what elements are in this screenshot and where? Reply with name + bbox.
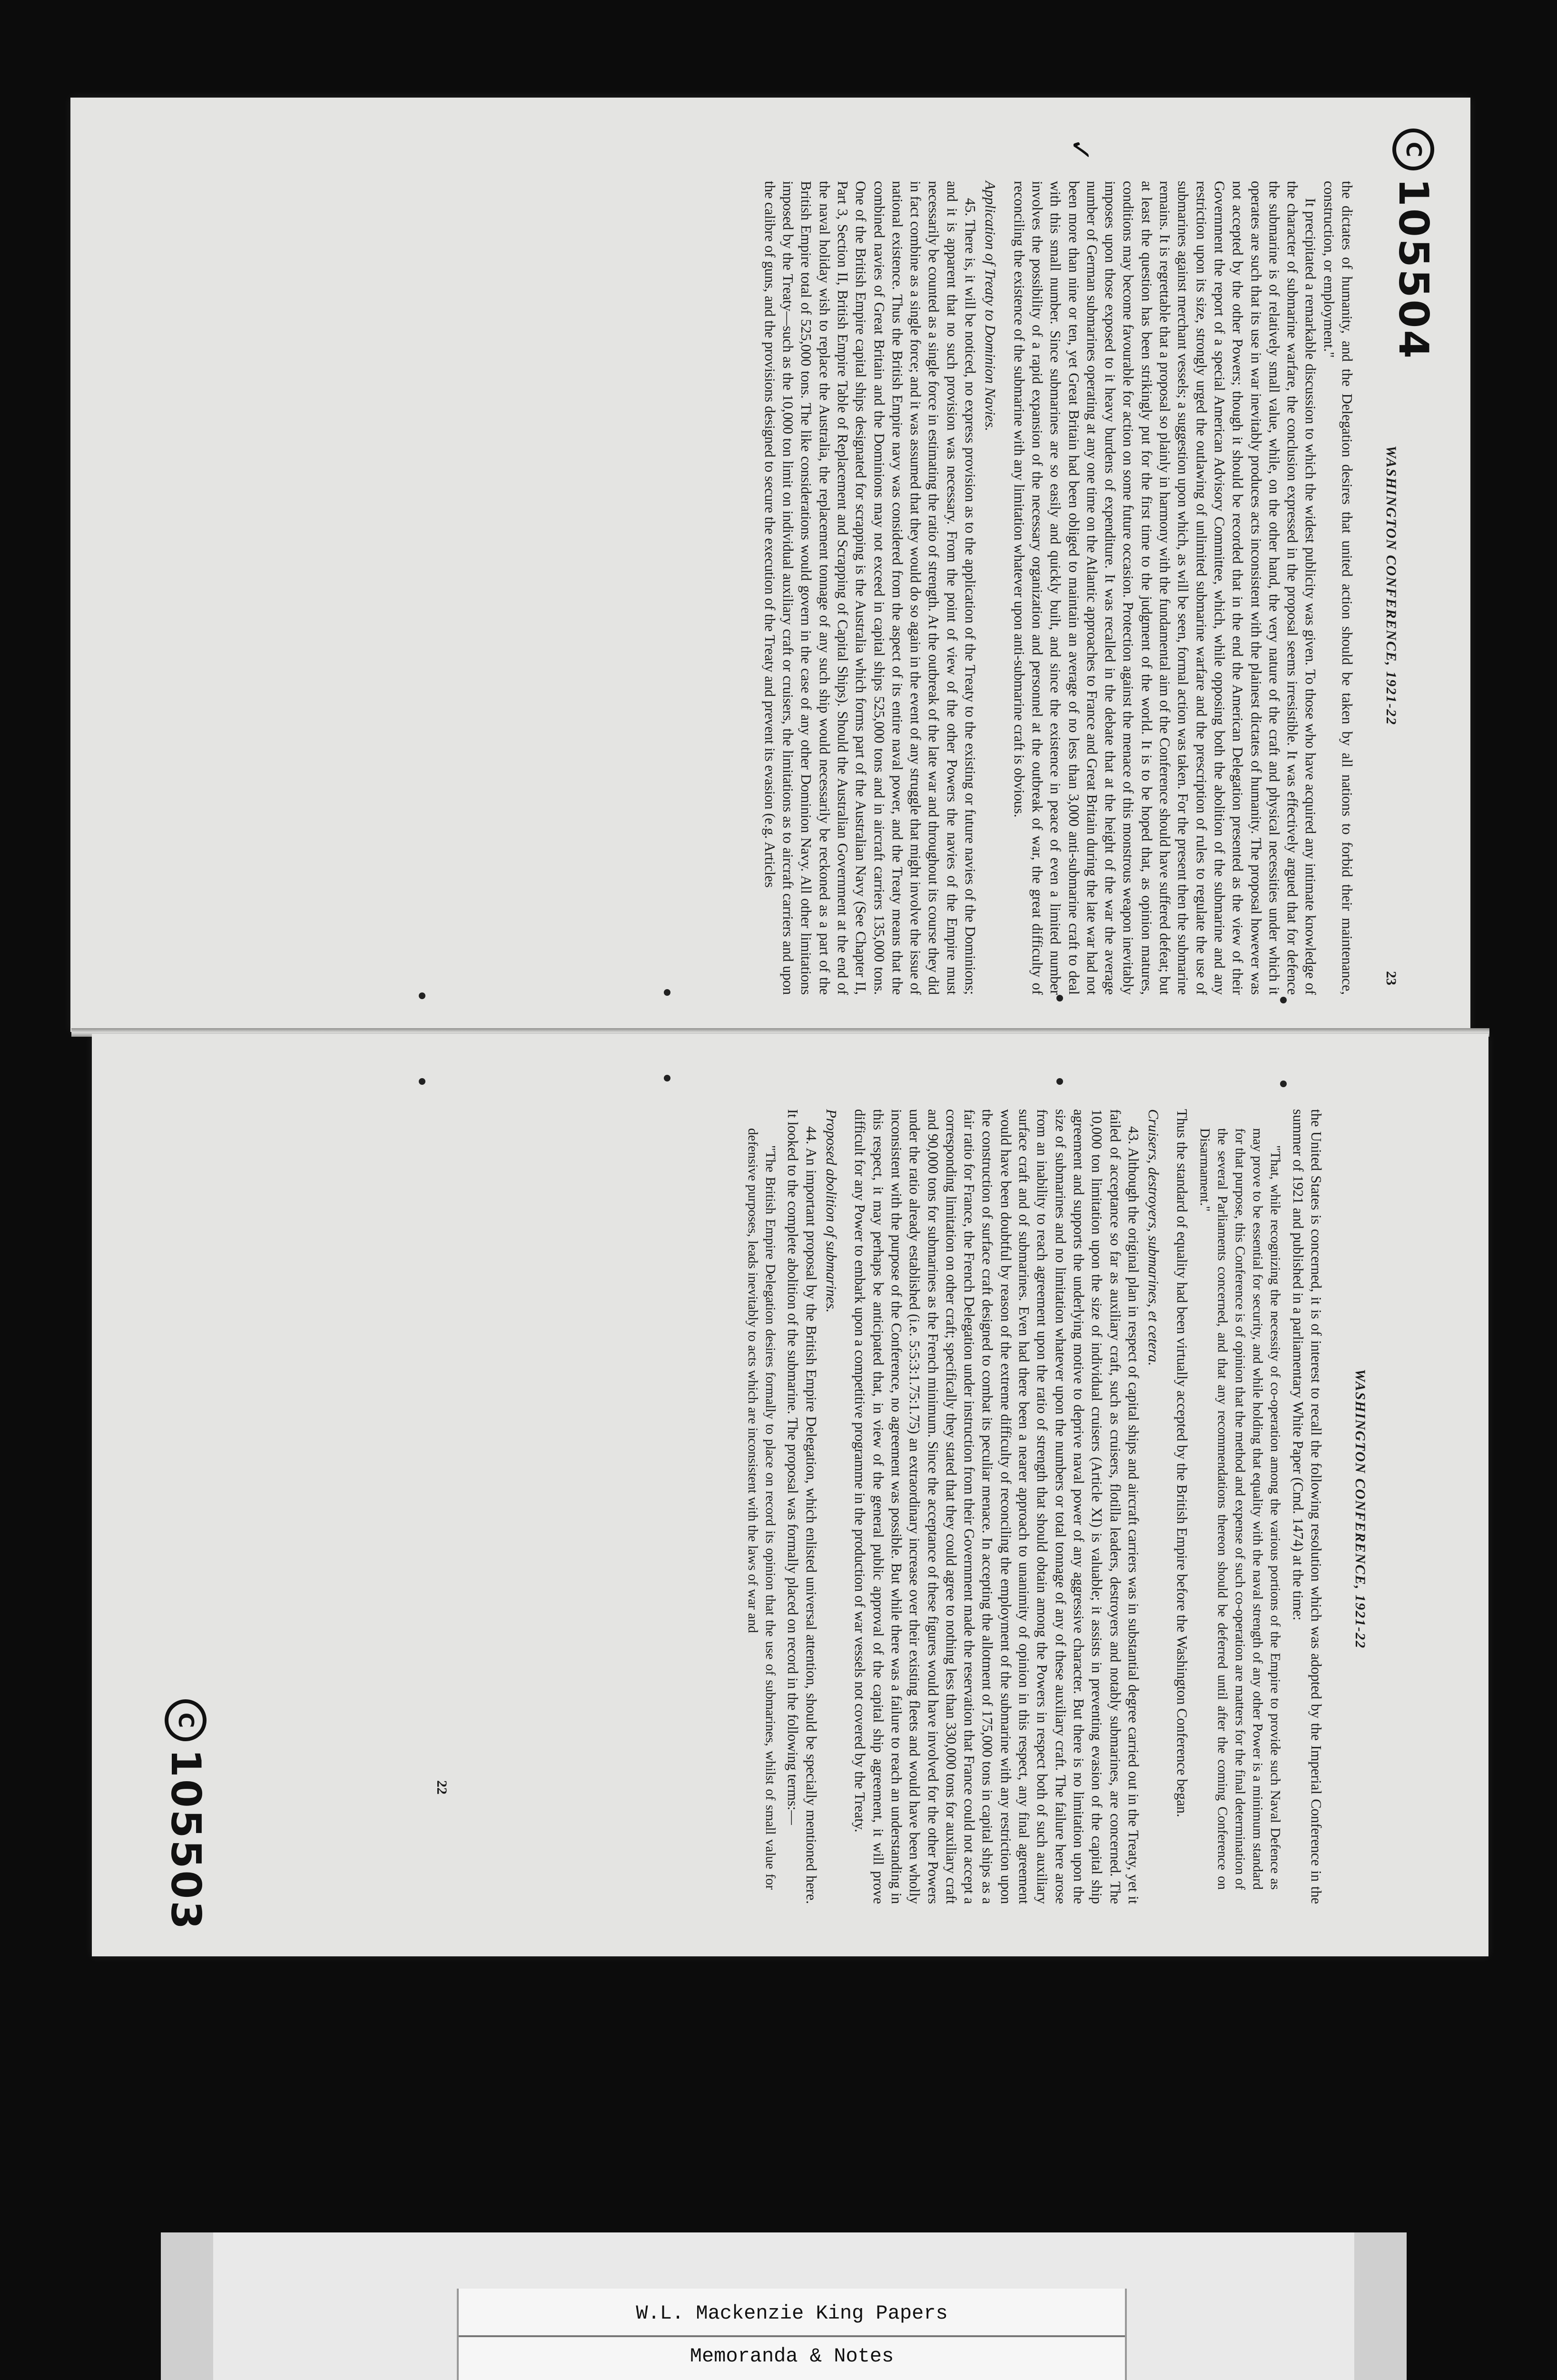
page-23-section-heading: Application of Treaty to Dominion Navies. <box>982 181 999 431</box>
binding-hole <box>1280 1081 1287 1087</box>
page-23-section-paragraph: 45. There is, it will be noticed, no express provision as to the application of the Treaty to the existing or future navies of the Dominions; and it is apparent that no such provision was necessary. From the point of view of the other Powers the navies of the Empire must necessarily be counted as a single force in estimating the ratio of strength. At the outbreak of the late war and throughout its course they did in fact combine as a single force; and it was assumed that they would do so again in the event of any struggle that might involve the issue of national existence. Thus the British Empire navy was considered from the aspect of its entire naval power, and the Treaty means that the combined navies of Great Britain and the Dominions may not exceed in capital ships 525,000 tons and in aircraft carriers 135,000 tons. One of the British Empire capital ships designated for scrapping is the Australia which forms part of the Australian Navy (See Chapter II, Part 3, Section II, British Empire Table of Replacement and Scrapping of Capital Ships). Should the Australian Government at the end of the naval holiday wish to replace the Australia, the replacement tonnage of any such ship would necessarily be reckoned as a part of the British Empire total of 525,000 tons. The like considerations would govern in the case of any other Dominion Navy. All other limitations imposed by the Treaty—such as the 10,000 ton limit on individual auxiliary craft or cruisers, the limitations as to aircraft carriers and upon the calibre of guns, and the provisions designed to secure the execution of the Treaty and prevent its evasion (e.g. Articles <box>761 181 979 995</box>
page-23-running-head: WASHINGTON CONFERENCE, 1921-22 <box>1383 445 1399 726</box>
binding-hole <box>419 992 425 999</box>
binding-hole <box>1056 1078 1063 1085</box>
binding-hole <box>664 989 670 996</box>
page-23-body <box>761 181 1357 995</box>
binding-hole <box>664 1075 670 1081</box>
page-22-paragraph-43: 43. Although the original plan in respect of capital ships and aircraft carriers was in substantial degree carried out in the Treaty, yet it failed of acceptance so far as auxiliary craft, such as cruisers, flotilla leaders, destroyers and notably submarines, are concerned. The 10,000 ton limitation upon the size of individual cruisers (Article XI) is valuable; it assists in preventing evasion of the capital ship agreement and supports the underlying motive to deprive naval power of any aggressive character. But there is no limitation upon the size of submarines and no limitation whatever upon the numbers or total tonnage of any of these auxiliary craft. The failure here arose from an inability to reach agreement upon the ratio of strength that should obtain among the Powers in respect both of such auxiliary surface craft and of submarines. Even had there been a nearer approach to unanimity of opinion in this respect, any final agreement would have been doubtful by reason of the extreme difficulty of reconciling the employment of the submarine with any restriction upon the construction of surface craft designed to combat its peculiar menace. In accepting the allotment of 175,000 tons in capital ships as a fair ratio for France, the French Delegation under instruction from their Government made the reservation that France could not accept a corresponding limitation on other craft; specifically they stated that they could agree to nothing less than 330,000 tons for auxiliary craft and 90,000 tons for submarines as the French minimum. Since the acceptance of these figures would have involved for the other Powers under the ratio already established (i.e. 5:5:3:1.75:1.75) an extraordinary increase over their existing fleets and would have been wholly inconsistent with the purpose of the Conference, no agreement was possible. But while there was a failure to reach an understanding in this respect, it may perhaps be anticipated that, in view of the general public approval of the capital ship agreement, it will prove difficult for any Power to embark upon a competitive programme in the production of war vessels not covered by the Treaty. <box>852 1109 1142 1904</box>
collection-name: W.L. Mackenzie King Papers <box>636 2302 948 2325</box>
page-22-heading-submarines: Proposed abolition of submarines. <box>823 1109 840 1313</box>
page-23-paragraph: the dictates of humanity, and the Delegation desires that united action should be taken by all nations to forbid their maintenance, construction, or employment." <box>1320 181 1355 995</box>
copyright-c-icon: C <box>165 1699 207 1741</box>
page-22-paragraph-44: 44. An important proposal by the British Empire Delegation, which enlisted universal attention, should be specially mentioned here. It looked to the complete abolition of the submarine. The proposal was formally placed on record in the following terms:— <box>785 1109 819 1904</box>
binding-hole <box>419 1078 425 1085</box>
page-22-running-head: WASHINGTON CONFERENCE, 1921-22 <box>1352 1368 1368 1649</box>
page-22-heading-cruisers: Cruisers, destroyers, submarines, et cetera. <box>1145 1109 1163 1366</box>
check-mark-icon: ✓ <box>1064 138 1097 162</box>
series-name: Memoranda & Notes <box>690 2345 894 2368</box>
page-22-content <box>259 1095 1368 1923</box>
copyright-c-icon: C <box>1392 129 1434 170</box>
page-22-number: 22 <box>434 1780 450 1795</box>
binding-hole <box>1056 995 1063 1002</box>
page-22-stamp <box>152 1699 209 1947</box>
page-22-intro: the United States is concerned, it is of interest to recall the following resolution which was adopted by the Imperial Conference in the summer of 1921 and published in a parliamentary White Paper (Cmd. 1474) at the time: <box>1290 1109 1324 1904</box>
archive-label-edge <box>161 2232 213 2380</box>
page-22-after-quote: Thus the standard of equality had been virtually accepted by the British Empire before the Washington Conference began. <box>1174 1109 1191 1817</box>
page-22-stamp-number: 105503 <box>162 1749 209 1932</box>
page-22-delegation-quote: "The British Empire Delegation desires formally to place on record its opinion that the use of submarines, whilst of small value for defensive purposes, leads inevitably to acts which are inconsistent with the laws of war and <box>745 1128 778 1890</box>
page-22-body <box>739 1109 1325 1904</box>
page-23-number: 23 <box>1383 971 1399 985</box>
page-23-paragraph: It precipitated a remarkable discussion to which the widest publicity was given. To those who have acquired any intimate knowledge of the character of submarine warfare, the conclusion expressed in the proposal seems irresistible. It was effectively argued that for defence the submarine is of relatively small value, while, on the other hand, the very nature of the craft and physical necessities under which it operates are such that its use in war inevitably produces acts inconsistent with the plainest dictates of humanity. The proposal however was not accepted by the other Powers; though it should be recorded that in the end the American Delegation presented as the view of their Government the report of a special American Advisory Committee, which, while opposing both the abolition of the submarine and any restriction upon its size, strongly urged the outlawing of unlimited submarine warfare and the prescription of rules to regulate the use of submarines against merchant vessels; a suggestion upon which, as will be seen, formal action was taken. For the present then the submarine remains. It is regrettable that a proposal so plainly in harmony with the fundamental aim of the Conference should have suffered defeat; but at least the question has been strikingly put for the first time to the judgment of the world. It is to be hoped that, as opinion matures, conditions may become favourable for action on some future occasion. Protection against the menace of this monstrous weapon inevitably imposes upon those exposed to it heavy burdens of expenditure. It was recalled in the debate that at the height of the war the average number of German submarines operating at any one time on the Atlantic approaches to France and Great Britain during the late war had not been more than nine or ten, yet Great Britain had been obliged to maintain an average of no less than 3,000 anti-submarine craft to deal with this small number. Since submarines are so easily and quickly built, and since the existence in peace of even a limited number involves the possibility of a rapid expansion of the necessary organization and personnel at the outbreak of war, the great difficulty of reconciling the existence of the submarine with any limitation whatever upon anti-submarine craft is obvious. <box>1011 181 1319 995</box>
archive-label-edge <box>1354 2232 1407 2380</box>
archive-label-tab <box>457 2289 1127 2380</box>
page-23-stamp-number: 105504 <box>1389 178 1437 361</box>
page-23-stamp <box>1380 129 1437 376</box>
binding-hole <box>1280 997 1287 1003</box>
tab-divider <box>459 2335 1125 2337</box>
page-23-content <box>309 167 1399 1004</box>
page-22-resolution-quote: "That, while recognizing the necessity of co-operation among the various portions of the Empire to provide such Naval Defence as may prove to be essential for security, and while holding that equality with the naval strength of any other Power is a minimum standard for that purpose, this Conference is of opinion that the method and expense of such co-operation are matters for the final determination of the several Parliaments concerned, and that any recommendations thereon should be deferred until after the coming Conference on Disarmament." <box>1197 1128 1283 1890</box>
